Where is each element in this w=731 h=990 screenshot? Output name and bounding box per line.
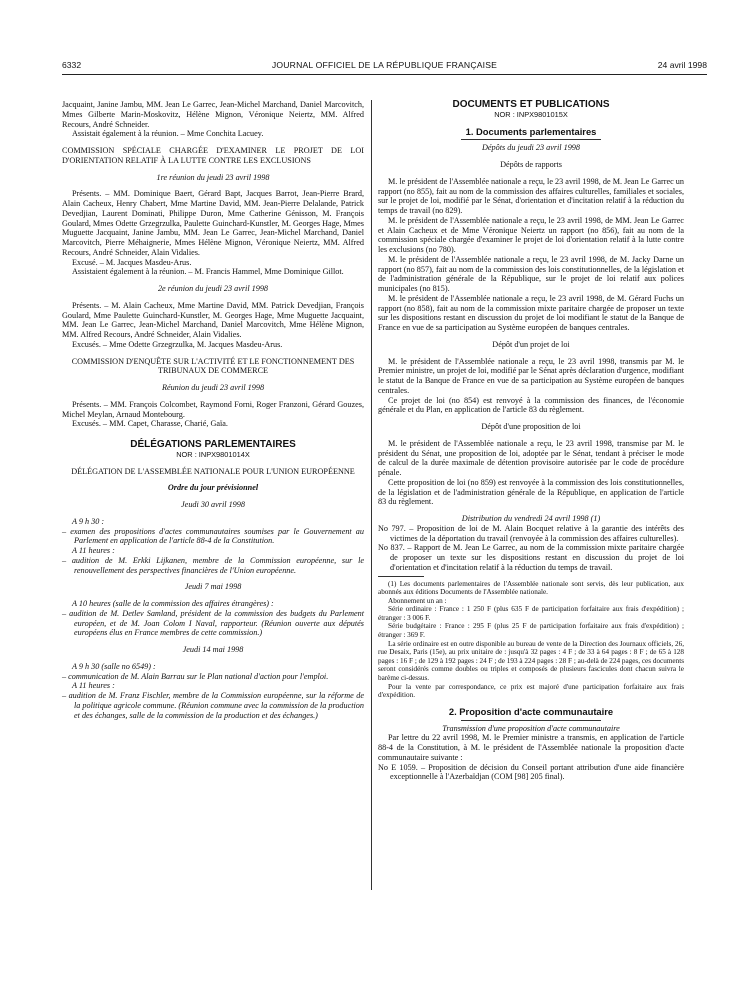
excuse-1: Excusé. – M. Jacques Masdeu-Arus. (72, 257, 192, 267)
column-divider (371, 100, 372, 890)
footnote-correspondance: Pour la vente par correspondance, ce prix est majoré d'une participation forfaitaire aux frais d'expédition. (378, 682, 684, 700)
reunion-1-heading: 1re réunion du jeudi 23 avril 1998 (156, 172, 270, 182)
assistaient-2: Assistaient également à la réunion. – M. Francis Hammel, Mme Dominique Gillot. (72, 267, 344, 277)
d3-time-2: A 11 heures : (72, 681, 115, 691)
intro-attendees: Jacquaint, Janine Jambu, MM. Jean Le Garrec, Jean-Michel Marchand, Daniel Marcovitch, Mmes Gilberte Marin-Moskovitz, Hélène Mignon, Véronique Neiertz, MM. Alfred Recours, André Schneider. (62, 100, 364, 129)
delegations-nor: NOR : INPX9801014X (176, 449, 250, 459)
footnote (378, 580, 684, 700)
d2-time-1: A 10 heures (salle de la commission des affaires étrangères) : (72, 599, 274, 608)
depot-projet-heading: Dépôt d'un projet de loi (492, 339, 570, 349)
rapport-856: M. le président de l'Assemblée nationale a reçu, le 23 avril 1998, de MM. Jean Le Garrec et Alain Cacheux et de Mme Véronique Neiertz un rapport (no 856), fait au nom de la commission spéciale chargée d'examiner le projet de loi d'orientation relatif à la lutte contre les exclusions (no 780). (378, 215, 684, 254)
presents-2: Présents. – M. Alain Cacheux, Mme Martine David, MM. Patrick Devedjian, François Goulard, Mme Paulette Guinchard-Kunstler, M. Georges Hage, Mme Muguette Jacquaint, MM. Jean Le Garrec, Jean-Michel Marchand, Daniel Marcovitch, Mme Hélène Mignon, MM. Alfred Recours, André Schneider, Alain Vidalies. (62, 300, 364, 339)
date-7-mai: Jeudi 7 mai 1998 (184, 582, 242, 592)
issue-date: 24 avril 1998 (657, 60, 707, 70)
d1-time-1: A 9 h 30 : (72, 516, 105, 526)
projet-loi-text: M. le président de l'Assemblée nationale a reçu, le 23 avril 1998, transmis par M. le Premier ministre, un projet de loi, modifié par le Sénat après déclaration d'urgence, modifiant le statut de la Banque de France en vue de sa participation au Système européen de banques centrales. (378, 356, 684, 395)
reunion-3-heading: Réunion du jeudi 23 avril 1998 (161, 383, 265, 392)
transmission-heading: Transmission d'une proposition d'acte communautaire (442, 723, 620, 733)
proposition-loi-renvoi: Cette proposition de loi (no 859) est renvoyée à la commission des lois constitutionnelles, de la législation et de l'administration générale de la République, en application de l'article 83 du règlement. (378, 477, 684, 507)
d1-item-2: – audition de M. Erkki Lijkanen, membre de la Commission européenne, sur le renouvellement des perspectives financières de l'Union européenne. (62, 555, 364, 575)
assistait-note: Assistait également à la réunion. – Mme Conchita Lacuey. (72, 129, 264, 139)
presents-1: Présents. – MM. Dominique Baert, Gérard Bapt, Jacques Barrot, Jean-Pierre Brard, Alain Cacheux, Henry Chabert, Mme Martine David, MM. Jean-Pierre Delalande, Patrick Devedjian, Laurent Dominati, Philippe Duron, Mme Catherine Génisson, M. François Goulard, Mmes Odette Grzegrzulka, Paulette Guinchard-Kunstler, M. Georges Hage, Mmes Muguette Jacquaint, Janine Jambu, MM. Jean Le Garrec, Jean-Michel Marchand, Daniel Marcovitch, Pierre Méhaignerie, Mmes Hélène Mignon, Véronique Neiertz, MM. Alfred Recours, André Schneider, Alain Vidalies. (62, 189, 364, 257)
d3-item-2: – audition de M. Franz Fischler, membre de la Commission européenne, sur la réforme de la politique agricole commune. (Réunion commune avec la commission de la production et des échanges, salle de la commission de la production et des échanges.) (62, 691, 364, 720)
page-number: 6332 (62, 60, 82, 70)
page-header (62, 60, 707, 75)
right-column (378, 100, 684, 782)
distribution-heading: Distribution du vendredi 24 avril 1998 (1) (461, 514, 601, 523)
date-30-avril: Jeudi 30 avril 1998 (181, 500, 245, 509)
commission-exclusions-title: COMMISSION SPÉCIALE CHARGÉE D'EXAMINER LE PROJET DE LOI D'ORIENTATION RELATIF À LA LUTTE CONTRE LES EXCLUSIONS (62, 146, 364, 165)
projet-loi-renvoi: Ce projet de loi (no 854) est renvoyé à la commission des finances, de l'économie générale et du Plan, en application de l'article 83 du règlement. (378, 395, 684, 415)
doc-837: No 837. – Rapport de M. Jean Le Garrec, au nom de la commission mixte paritaire chargée de proposer un texte sur les dispositions restant en discussion du projet de loi d'orientation et d'incitation relatif à la réduction du temps de travail. (378, 543, 684, 572)
reunion-2-heading: 2e réunion du jeudi 23 avril 1998 (157, 284, 269, 293)
footnote-rule (378, 576, 424, 577)
delegation-name: DÉLÉGATION DE L'ASSEMBLÉE NATIONALE POUR L'UNION EUROPÉENNE (71, 466, 355, 476)
depot-proposition-heading: Dépôt d'une proposition de loi (481, 422, 581, 431)
d1-item-1: – examen des propositions d'actes communautaires soumises par le Gouvernement au Parlement en application de l'article 88-4 de la Constitution. (62, 526, 364, 546)
doc-797: No 797. – Proposition de loi de M. Alain Bocquet relative à la garantie des intérêts des victimes de la déportation du travail (renvoyée à la commission des affaires culturelles). (378, 523, 684, 543)
delegations-title: DÉLÉGATIONS PARLEMENTAIRES (130, 439, 296, 450)
footnote-serie-budgetaire: Série budgétaire : France : 295 F (plus 25 F de participation forfaitaire aux frais d'expédition) ; étranger : 369 F. (378, 622, 684, 640)
rapport-857: M. le président de l'Assemblée nationale a reçu, le 23 avril 1998, de M. Jacky Darne un rapport (no 857), fait au nom de la commission des lois constitutionnelles, de la législation et de l'administration générale de la République, sur le projet de loi relatif aux polices municipales (no 815). (378, 254, 684, 293)
d2-item-1: – audition de M. Detlev Samland, président de la commission des budgets du Parlement européen, et de M. Joan Colom I Naval, rapporteur. (Réunion ouverte aux députés européens élus en France membres de cette commission.) (62, 608, 364, 638)
footnote-vente: La série ordinaire est en outre disponible au bureau de vente de la Direction des Journaux officiels, 26, rue Desaix, Paris (15e), au prix unitaire de : jusqu'à 32 pages : 4 F ; de 33 à 64 pages : 8 F ; de 65 à 128 pages : 16 F ; de 129 à 192 pages : 24 F ; de 193 à 224 pages : 28 F ; au-delà de 224 pages, ces documents seront considérés comme doubles ou triples et composés de plusieurs fascicules dont chacun suivra le barème ci-dessus. (378, 639, 684, 683)
section-2-heading: 2. Proposition d'acte communautaire (448, 705, 614, 717)
section-1-heading: 1. Documents parlementaires (465, 125, 597, 137)
documents-nor: NOR : INPX9801015X (494, 109, 568, 119)
ordre-du-jour-title: Ordre du jour prévisionnel (167, 483, 259, 493)
d3-time-1: A 9 h 30 (salle no 6549) : (72, 661, 156, 671)
rapport-855: M. le président de l'Assemblée nationale a reçu, le 23 avril 1998, de M. Jean Le Garrec un rapport (no 855), fait au nom de la commission des affaires culturelles, familiales et sociales, sur le projet de loi, modifié par le Sénat, d'orientation et d'incitation relatif à la réduction du temps de travail (no 829). (378, 176, 684, 215)
excuses-3: Excusés. – MM. Capet, Charasse, Charié, Gaïa. (72, 419, 228, 429)
transmission-text: Par lettre du 22 avril 1998, M. le Premier ministre a transmis, en application de l'article 88-4 de la Constitution, à M. le président de l'Assemblée nationale la proposition d'acte communautaire suivante : (378, 733, 684, 762)
section-rule (461, 139, 601, 140)
section-rule-2 (461, 720, 601, 721)
commission-enquete-title: COMMISSION D'ENQUÊTE SUR L'ACTIVITÉ ET LE FONCTIONNEMENT DES TRIBUNAUX DE COMMERCE (71, 356, 355, 376)
d3-item-1: – communication de M. Alain Barrau sur le Plan national d'action pour l'emploi. (62, 671, 329, 681)
depots-rapports-heading: Dépôts de rapports (500, 160, 562, 169)
documents-publications-title: DOCUMENTS ET PUBLICATIONS (452, 99, 610, 110)
d1-time-2: A 11 heures : (72, 546, 115, 555)
footnote-1: (1) Les documents parlementaires de l'Assemblée nationale sont servis, dès leur publication, aux abonnés aux éditions Documents de l'Assemblée nationale. (378, 579, 684, 597)
depots-date: Dépôts du jeudi 23 avril 1998 (481, 143, 580, 153)
presents-3: Présents. – MM. François Colcombet, Raymond Forni, Roger Franzoni, Gérard Gouzes, Michel Meylan, Arnaud Montebourg. (62, 399, 364, 419)
doc-e1059: No E 1059. – Proposition de décision du Conseil portant attribution d'une aide financière exceptionnelle à l'Azerbaïdjan (COM [98] 205 final). (378, 762, 684, 782)
rapport-858: M. le président de l'Assemblée nationale a reçu, le 23 avril 1998, de M. Gérard Fuchs un rapport (no 858), fait au nom de la commission mixte paritaire chargée de proposer un texte sur les dispositions restant en discussion du projet de loi modifiant le statut de la Banque de France en vue de sa participation au Système européen de banques centrales. (378, 293, 684, 332)
journal-title: JOURNAL OFFICIEL DE LA RÉPUBLIQUE FRANÇAISE (271, 60, 498, 70)
excuses-2: Excusés. – Mme Odette Grzegrzulka, M. Jacques Masdeu-Arus. (72, 339, 283, 349)
date-14-mai: Jeudi 14 mai 1998 (182, 645, 244, 654)
footnote-serie-ordinaire: Série ordinaire : France : 1 250 F (plus 635 F de participation forfaitaire aux frais d'expédition) ; étranger : 3 006 F. (378, 605, 684, 622)
proposition-loi-text: M. le président de l'Assemblée nationale a reçu, le 23 avril 1998, transmise par M. le président du Sénat, une proposition de loi, adoptée par le Sénat, tendant à préciser le mode de calcul de la durée maximale de détention provisoire autorisée par le code de procédure pénale. (378, 438, 684, 477)
footnote-abonnement: Abonnement un an : (388, 596, 447, 605)
left-column (62, 100, 364, 720)
